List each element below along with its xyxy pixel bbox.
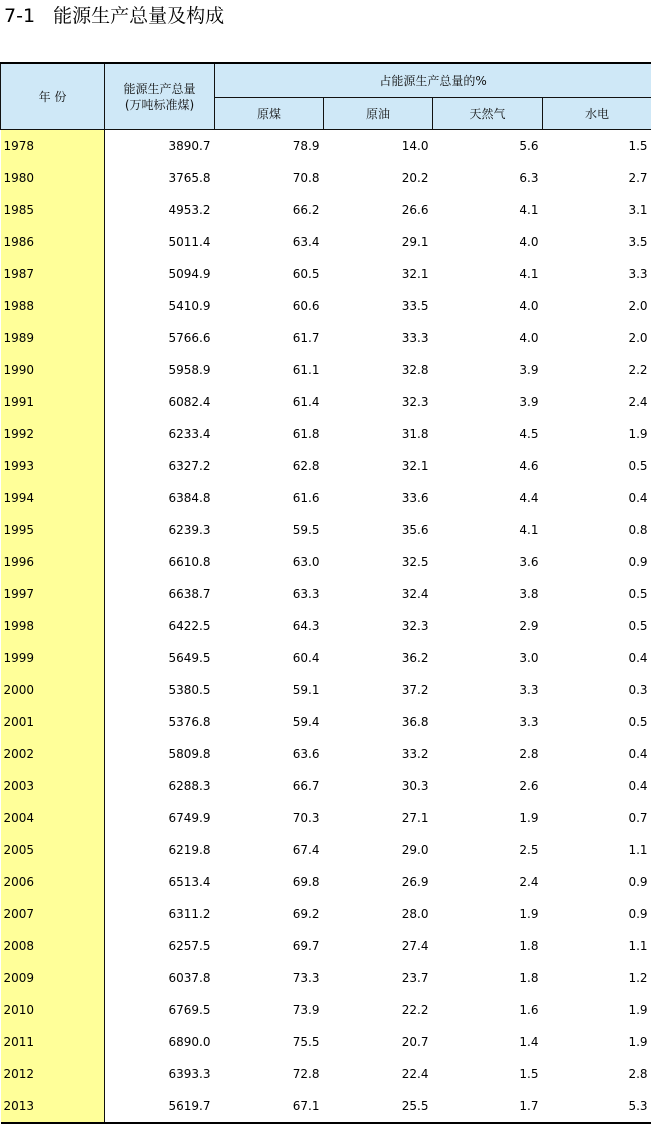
table-row — [1, 162, 651, 194]
total-cell: 6769.5 — [105, 994, 215, 1026]
year-cell: 1998 — [1, 610, 105, 642]
oil-cell: 32.1 — [401, 267, 429, 281]
coal-cell: 66.2 — [292, 203, 320, 217]
total-cell: 6610.8 — [105, 546, 215, 578]
coal-cell: 75.5 — [292, 1035, 320, 1049]
hydro-cell: 0.9 — [628, 875, 648, 889]
year-cell: 2012 — [1, 1058, 105, 1090]
gas-cell: 1.8 — [519, 939, 539, 953]
table-row — [1, 450, 651, 482]
hydro-cell: 1.9 — [628, 1035, 648, 1049]
table-row — [1, 930, 651, 962]
hydro-cell: 3.5 — [628, 235, 648, 249]
total-cell: 5766.6 — [105, 322, 215, 354]
coal-cell: 64.3 — [292, 619, 320, 633]
gas-cell: 6.3 — [519, 171, 539, 185]
total-cell: 6393.3 — [105, 1058, 215, 1090]
table-row — [1, 674, 651, 706]
year-cell: 2004 — [1, 802, 105, 834]
header-total-line2: (万吨标准煤) — [124, 97, 195, 112]
total-cell: 5376.8 — [105, 706, 215, 738]
coal-cell: 72.8 — [292, 1067, 320, 1081]
total-cell: 5958.9 — [105, 354, 215, 386]
oil-cell: 27.4 — [401, 939, 429, 953]
coal-cell: 69.2 — [292, 907, 320, 921]
year-cell: 1978 — [1, 130, 105, 163]
total-cell: 6082.4 — [105, 386, 215, 418]
hydro-cell: 1.5 — [543, 130, 651, 163]
oil-cell: 23.7 — [401, 971, 429, 985]
oil-cell: 32.8 — [401, 363, 429, 377]
oil-cell: 30.3 — [401, 779, 429, 793]
table-row — [1, 290, 651, 322]
year-cell: 2013 — [1, 1090, 105, 1123]
table-row — [1, 1058, 651, 1090]
gas-cell: 2.4 — [519, 875, 539, 889]
table-row — [1, 482, 651, 514]
coal-cell: 60.4 — [292, 651, 320, 665]
coal-cell: 60.6 — [292, 299, 320, 313]
table-row — [1, 354, 651, 386]
coal-cell: 63.0 — [292, 555, 320, 569]
oil-cell: 36.2 — [401, 651, 429, 665]
table-row — [1, 642, 651, 674]
header-total-line1: 能源生产总量 — [123, 81, 196, 96]
coal-cell: 73.3 — [292, 971, 320, 985]
table-row — [1, 738, 651, 770]
coal-cell: 61.1 — [292, 363, 320, 377]
coal-cell: 60.5 — [292, 267, 320, 281]
table-header — [1, 63, 651, 130]
table-row — [1, 130, 651, 163]
hydro-cell: 2.2 — [628, 363, 648, 377]
total-cell: 6513.4 — [105, 866, 215, 898]
year-cell: 2005 — [1, 834, 105, 866]
total-cell: 6384.8 — [105, 482, 215, 514]
table-row — [1, 802, 651, 834]
hydro-cell: 2.0 — [628, 331, 648, 345]
oil-cell: 26.6 — [401, 203, 429, 217]
table-row — [1, 1090, 651, 1123]
coal-cell: 63.3 — [292, 587, 320, 601]
hydro-cell: 1.1 — [628, 939, 648, 953]
table-row — [1, 866, 651, 898]
hydro-cell: 5.3 — [543, 1090, 651, 1123]
total-cell: 6037.8 — [105, 962, 215, 994]
table-row — [1, 258, 651, 290]
gas-cell: 3.3 — [519, 715, 539, 729]
gas-cell: 1.4 — [519, 1035, 539, 1049]
table-row — [1, 578, 651, 610]
year-cell: 1980 — [1, 162, 105, 194]
total-cell: 6749.9 — [105, 802, 215, 834]
gas-cell: 4.1 — [519, 267, 539, 281]
table-row — [1, 770, 651, 802]
total-cell: 3890.7 — [105, 130, 215, 163]
table-row — [1, 546, 651, 578]
gas-cell: 3.6 — [519, 555, 539, 569]
table-row — [1, 194, 651, 226]
total-cell: 5410.9 — [105, 290, 215, 322]
oil-cell: 32.3 — [401, 395, 429, 409]
total-cell: 5809.8 — [105, 738, 215, 770]
year-cell: 1989 — [1, 322, 105, 354]
year-cell: 1993 — [1, 450, 105, 482]
gas-cell: 4.0 — [519, 331, 539, 345]
coal-cell: 63.6 — [292, 747, 320, 761]
coal-cell: 70.8 — [292, 171, 320, 185]
oil-cell: 22.2 — [401, 1003, 429, 1017]
coal-cell: 61.4 — [292, 395, 320, 409]
hydro-cell: 0.4 — [628, 747, 648, 761]
oil-cell: 31.8 — [401, 427, 429, 441]
table-title: 7-1 能源生产总量及构成 — [4, 5, 225, 27]
header-gas: 天然气 — [433, 98, 543, 130]
hydro-cell: 0.5 — [628, 715, 648, 729]
total-cell: 6219.8 — [105, 834, 215, 866]
gas-cell: 3.8 — [519, 587, 539, 601]
year-cell: 2010 — [1, 994, 105, 1026]
table-row — [1, 226, 651, 258]
oil-cell: 32.1 — [401, 459, 429, 473]
gas-cell: 2.8 — [519, 747, 539, 761]
oil-cell: 29.1 — [401, 235, 429, 249]
oil-cell: 32.3 — [401, 619, 429, 633]
table-row — [1, 514, 651, 546]
total-cell: 6311.2 — [105, 898, 215, 930]
oil-cell: 33.5 — [401, 299, 429, 313]
total-cell: 6890.0 — [105, 1026, 215, 1058]
year-cell: 2003 — [1, 770, 105, 802]
hydro-cell: 0.7 — [628, 811, 648, 825]
oil-cell: 33.6 — [401, 491, 429, 505]
hydro-cell: 3.1 — [628, 203, 648, 217]
hydro-cell: 0.4 — [628, 491, 648, 505]
header-oil: 原油 — [324, 98, 433, 130]
hydro-cell: 0.4 — [628, 651, 648, 665]
year-cell: 2002 — [1, 738, 105, 770]
table-row — [1, 962, 651, 994]
year-cell: 2006 — [1, 866, 105, 898]
oil-cell: 22.4 — [401, 1067, 429, 1081]
table-body — [1, 130, 651, 1124]
table-row — [1, 1026, 651, 1058]
year-cell: 1992 — [1, 418, 105, 450]
coal-cell: 63.4 — [292, 235, 320, 249]
table-row — [1, 994, 651, 1026]
coal-cell: 70.3 — [292, 811, 320, 825]
gas-cell: 1.6 — [519, 1003, 539, 1017]
hydro-cell: 1.9 — [628, 1003, 648, 1017]
oil-cell: 29.0 — [401, 843, 429, 857]
year-cell: 2001 — [1, 706, 105, 738]
gas-cell: 4.0 — [519, 235, 539, 249]
oil-cell: 27.1 — [401, 811, 429, 825]
total-cell: 5094.9 — [105, 258, 215, 290]
table-row — [1, 610, 651, 642]
total-cell: 6422.5 — [105, 610, 215, 642]
oil-cell: 32.5 — [401, 555, 429, 569]
total-cell: 5011.4 — [105, 226, 215, 258]
gas-cell: 2.5 — [519, 843, 539, 857]
year-cell: 1991 — [1, 386, 105, 418]
coal-cell: 59.1 — [292, 683, 320, 697]
coal-cell: 59.4 — [292, 715, 320, 729]
year-cell: 1999 — [1, 642, 105, 674]
coal-cell: 67.4 — [292, 843, 320, 857]
total-cell: 5619.7 — [105, 1090, 215, 1123]
coal-cell: 69.7 — [292, 939, 320, 953]
hydro-cell: 2.7 — [628, 171, 648, 185]
hydro-cell: 0.4 — [628, 779, 648, 793]
coal-cell: 61.8 — [292, 427, 320, 441]
total-cell: 4953.2 — [105, 194, 215, 226]
coal-cell: 67.1 — [215, 1090, 324, 1123]
gas-cell: 1.8 — [519, 971, 539, 985]
gas-cell: 4.1 — [519, 203, 539, 217]
oil-cell: 20.2 — [401, 171, 429, 185]
coal-cell: 59.5 — [292, 523, 320, 537]
hydro-cell: 0.8 — [628, 523, 648, 537]
year-cell: 2009 — [1, 962, 105, 994]
gas-cell: 2.6 — [519, 779, 539, 793]
header-year: 年 份 — [1, 63, 105, 130]
gas-cell: 3.9 — [519, 395, 539, 409]
oil-cell: 25.5 — [324, 1090, 433, 1123]
gas-cell: 4.0 — [519, 299, 539, 313]
coal-cell: 69.8 — [292, 875, 320, 889]
table-row — [1, 834, 651, 866]
total-cell: 6239.3 — [105, 514, 215, 546]
oil-cell: 28.0 — [401, 907, 429, 921]
total-cell: 5649.5 — [105, 642, 215, 674]
table-row — [1, 706, 651, 738]
total-cell: 6327.2 — [105, 450, 215, 482]
year-cell: 1996 — [1, 546, 105, 578]
coal-cell: 73.9 — [292, 1003, 320, 1017]
gas-cell: 4.6 — [519, 459, 539, 473]
year-cell: 1986 — [1, 226, 105, 258]
gas-cell: 5.6 — [433, 130, 543, 163]
gas-cell: 4.1 — [519, 523, 539, 537]
header-total — [105, 63, 215, 130]
total-cell: 6638.7 — [105, 578, 215, 610]
year-cell: 1997 — [1, 578, 105, 610]
hydro-cell: 0.9 — [628, 555, 648, 569]
oil-cell: 32.4 — [401, 587, 429, 601]
gas-cell: 1.5 — [519, 1067, 539, 1081]
hydro-cell: 0.5 — [628, 459, 648, 473]
total-cell: 6288.3 — [105, 770, 215, 802]
coal-cell: 62.8 — [292, 459, 320, 473]
table-row — [1, 418, 651, 450]
gas-cell: 3.9 — [519, 363, 539, 377]
coal-cell: 66.7 — [292, 779, 320, 793]
energy-production-table — [0, 62, 651, 1124]
hydro-cell: 2.8 — [628, 1067, 648, 1081]
header-coal: 原煤 — [215, 98, 324, 130]
hydro-cell: 2.4 — [628, 395, 648, 409]
gas-cell: 3.0 — [519, 651, 539, 665]
year-cell: 1987 — [1, 258, 105, 290]
gas-cell: 4.5 — [519, 427, 539, 441]
oil-cell: 20.7 — [401, 1035, 429, 1049]
gas-cell: 2.9 — [519, 619, 539, 633]
hydro-cell: 1.2 — [628, 971, 648, 985]
year-cell: 1994 — [1, 482, 105, 514]
year-cell: 1995 — [1, 514, 105, 546]
year-cell: 1990 — [1, 354, 105, 386]
year-cell: 2000 — [1, 674, 105, 706]
gas-cell: 4.4 — [519, 491, 539, 505]
oil-cell: 35.6 — [401, 523, 429, 537]
oil-cell: 26.9 — [401, 875, 429, 889]
year-cell: 2008 — [1, 930, 105, 962]
oil-cell: 33.3 — [401, 331, 429, 345]
hydro-cell: 1.9 — [628, 427, 648, 441]
hydro-cell: 1.1 — [628, 843, 648, 857]
oil-cell: 14.0 — [324, 130, 433, 163]
year-cell: 2007 — [1, 898, 105, 930]
year-cell: 1985 — [1, 194, 105, 226]
oil-cell: 33.2 — [401, 747, 429, 761]
header-hydro: 水电 — [543, 98, 651, 130]
table-row — [1, 386, 651, 418]
total-cell: 5380.5 — [105, 674, 215, 706]
total-cell: 3765.8 — [105, 162, 215, 194]
hydro-cell: 3.3 — [628, 267, 648, 281]
oil-cell: 36.8 — [401, 715, 429, 729]
hydro-cell: 0.5 — [628, 619, 648, 633]
gas-cell: 1.7 — [433, 1090, 543, 1123]
hydro-cell: 2.0 — [628, 299, 648, 313]
total-cell: 6233.4 — [105, 418, 215, 450]
coal-cell: 78.9 — [215, 130, 324, 163]
coal-cell: 61.6 — [292, 491, 320, 505]
coal-cell: 61.7 — [292, 331, 320, 345]
hydro-cell: 0.5 — [628, 587, 648, 601]
gas-cell: 3.3 — [519, 683, 539, 697]
header-share: 占能源生产总量的% — [215, 63, 651, 98]
hydro-cell: 0.9 — [628, 907, 648, 921]
table-row — [1, 322, 651, 354]
table-row — [1, 898, 651, 930]
total-cell: 6257.5 — [105, 930, 215, 962]
year-cell: 2011 — [1, 1026, 105, 1058]
year-cell: 1988 — [1, 290, 105, 322]
hydro-cell: 0.3 — [628, 683, 648, 697]
gas-cell: 1.9 — [519, 907, 539, 921]
gas-cell: 1.9 — [519, 811, 539, 825]
oil-cell: 37.2 — [401, 683, 429, 697]
